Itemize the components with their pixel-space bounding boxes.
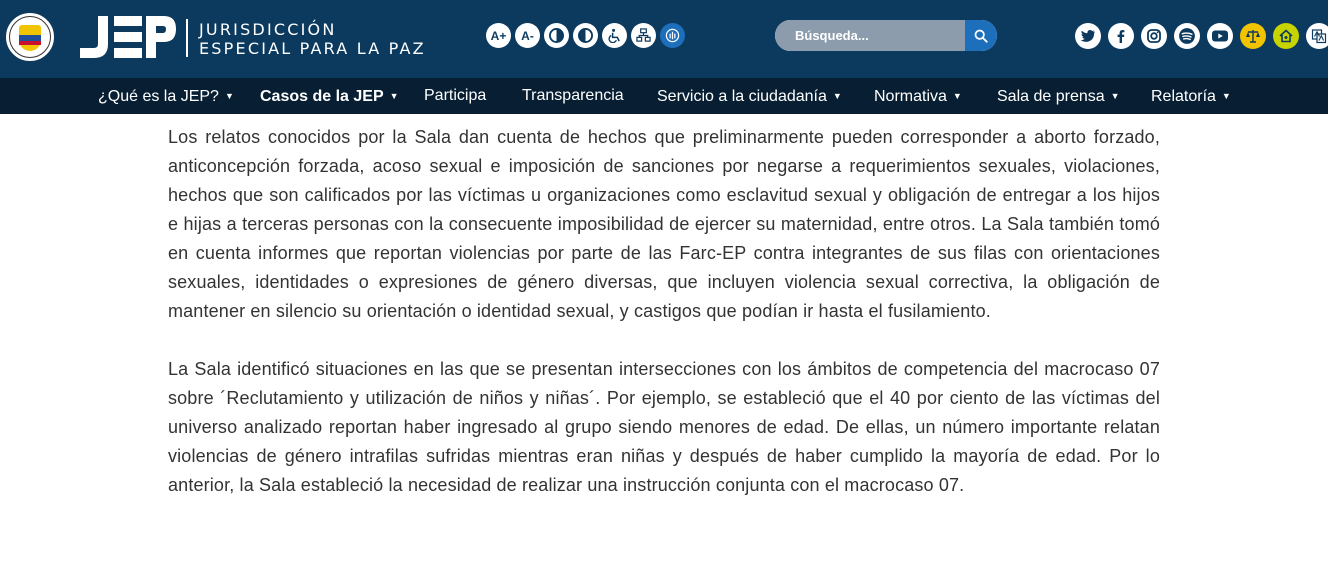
sitemap-icon[interactable] [631, 23, 656, 48]
nav-label: Servicio a la ciudadanía [657, 88, 827, 105]
contrast-toggle-icon[interactable] [573, 23, 598, 48]
nav-item-que-es-la-jep[interactable] [98, 78, 234, 114]
scales-icon[interactable] [1240, 23, 1266, 49]
article-paragraph: La Sala identificó situaciones en las que se presentan intersecciones con los ámbitos de competencia del macrocaso 07 sobre ´Reclutamiento y utilización de niños y niñas´. Por ejemplo, se estableció que el 40 por ciento de las víctimas del universo analizado reportan haber ingresado al grupo siendo menores de edad. De ellas, un número importante relatan violencias de género intrafilas sufridas mientras eran niñas y después de haber cumplido la mayoría de edad. Por lo anterior, la Sala estableció la necesidad de realizar una instrucción conjunta con el macrocaso 07. [168, 359, 1160, 495]
nav-label: Participa [424, 87, 487, 104]
search-icon [974, 29, 988, 43]
nav-item-normativa[interactable] [874, 78, 962, 114]
home-icon[interactable] [1273, 23, 1299, 49]
chevron-down-icon: ▼ [952, 91, 962, 101]
search-button[interactable] [965, 20, 997, 51]
instagram-icon[interactable] [1141, 23, 1167, 49]
nav-item-sala-de-prensa[interactable] [997, 78, 1120, 114]
nav-item-casos-de-la-jep[interactable] [260, 78, 399, 114]
chevron-down-icon: ▼ [1221, 91, 1231, 101]
nav-label: Normativa [874, 88, 947, 105]
youtube-icon[interactable] [1207, 23, 1233, 49]
seal-stripe [19, 41, 41, 45]
chevron-down-icon: ▼ [224, 91, 234, 101]
colombia-seal-logo[interactable] [4, 11, 56, 63]
search-input[interactable] [775, 20, 965, 51]
nav-item-relatoria[interactable] [1151, 78, 1231, 114]
facebook-icon[interactable] [1108, 23, 1134, 49]
sign-language-icon[interactable] [660, 23, 685, 48]
chevron-down-icon: ▼ [1110, 91, 1120, 101]
decrease-font-icon[interactable]: A- [515, 23, 540, 48]
nav-item-participa[interactable] [424, 78, 486, 114]
nav-item-transparencia[interactable] [522, 78, 624, 114]
high-contrast-icon[interactable] [544, 23, 569, 48]
translate-icon[interactable] [1306, 23, 1328, 49]
article-body [168, 123, 1160, 529]
article-paragraph: Los relatos conocidos por la Sala dan cuenta de hechos que preliminarmente pueden corresponder a aborto forzado, anticoncepción forzada, acoso sexual e imposición de sanciones por negarse a requerimientos sexuales, violaciones, hechos que son calificados por las víctimas u organizaciones como esclavitud sexual y obligación de entregar a los hijos e hijas a terceras personas con la consecuente imposibilidad de ejercer su maternidad, entre otros. La Sala también tomó en cuenta informes que reportan violencias por parte de las Farc-EP contra integrantes de sus filas con orientaciones sexuales, identidades o expresiones de género diversas, que incluyen violencia sexual correctiva, la obligación de mantener en silencio su orientación o identidad sexual, y castigos que podían ir hasta el fusilamiento. [168, 127, 1160, 321]
nav-label: Sala de prensa [997, 88, 1105, 105]
nav-label: ¿Qué es la JEP? [98, 88, 219, 105]
logo-subtitle-line2: ESPECIAL PARA LA PAZ [199, 39, 426, 58]
chevron-down-icon: ▼ [389, 91, 399, 101]
logo-divider [186, 19, 188, 57]
increase-font-icon[interactable]: A+ [486, 23, 511, 48]
logo-subtitle [199, 20, 426, 58]
wheelchair-icon[interactable] [602, 23, 627, 48]
logo-subtitle-line1: JURISDICCIÓN [199, 20, 337, 39]
nav-item-servicio-a-la-ciudadania[interactable] [657, 78, 842, 114]
jep-logo[interactable] [76, 14, 178, 60]
chevron-down-icon: ▼ [832, 91, 842, 101]
search-box[interactable] [775, 20, 997, 51]
nav-label: Relatoría [1151, 88, 1216, 105]
twitter-icon[interactable] [1075, 23, 1101, 49]
nav-label: Casos de la JEP [260, 88, 384, 105]
nav-label: Transparencia [522, 87, 624, 104]
spotify-icon[interactable] [1174, 23, 1200, 49]
